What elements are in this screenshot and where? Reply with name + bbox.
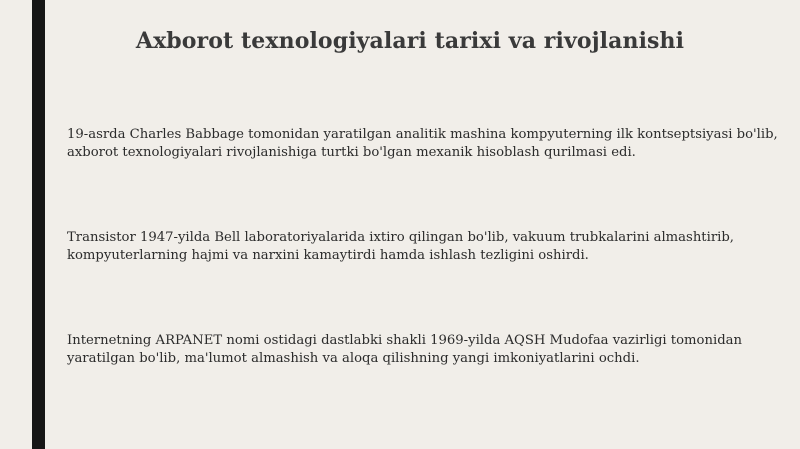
paragraph-babbage: 19-asrda Charles Babbage tomonidan yaratilgan analitik mashina kompyuterning ilk kontseptsiyasi bo'lib, axborot texnologiyalari rivojlanishiga turtki bo'lgan mexanik hisoblash qurilmasi edi. — [67, 127, 778, 160]
accent-bar — [32, 0, 45, 449]
paragraph-arpanet: Internetning ARPANET nomi ostidagi dastlabki shakli 1969-yilda AQSH Mudofaa vazirligi tomonidan yaratilgan bo'lib, ma'lumot almashish va aloqa qilishning yangi imkoniyatlarini ochdi. — [67, 333, 742, 366]
paragraph-transistor: Transistor 1947-yilda Bell laboratoriyalarida ixtiro qilingan bo'lib, vakuum trubkalarini almashtirib, kompyuterlarning hajmi va narxini kamaytirdi hamda ishlash tezligini oshirdi. — [67, 230, 734, 263]
slide-title: Axborot texnologiyalari tarixi va rivojlanishi — [135, 28, 685, 54]
